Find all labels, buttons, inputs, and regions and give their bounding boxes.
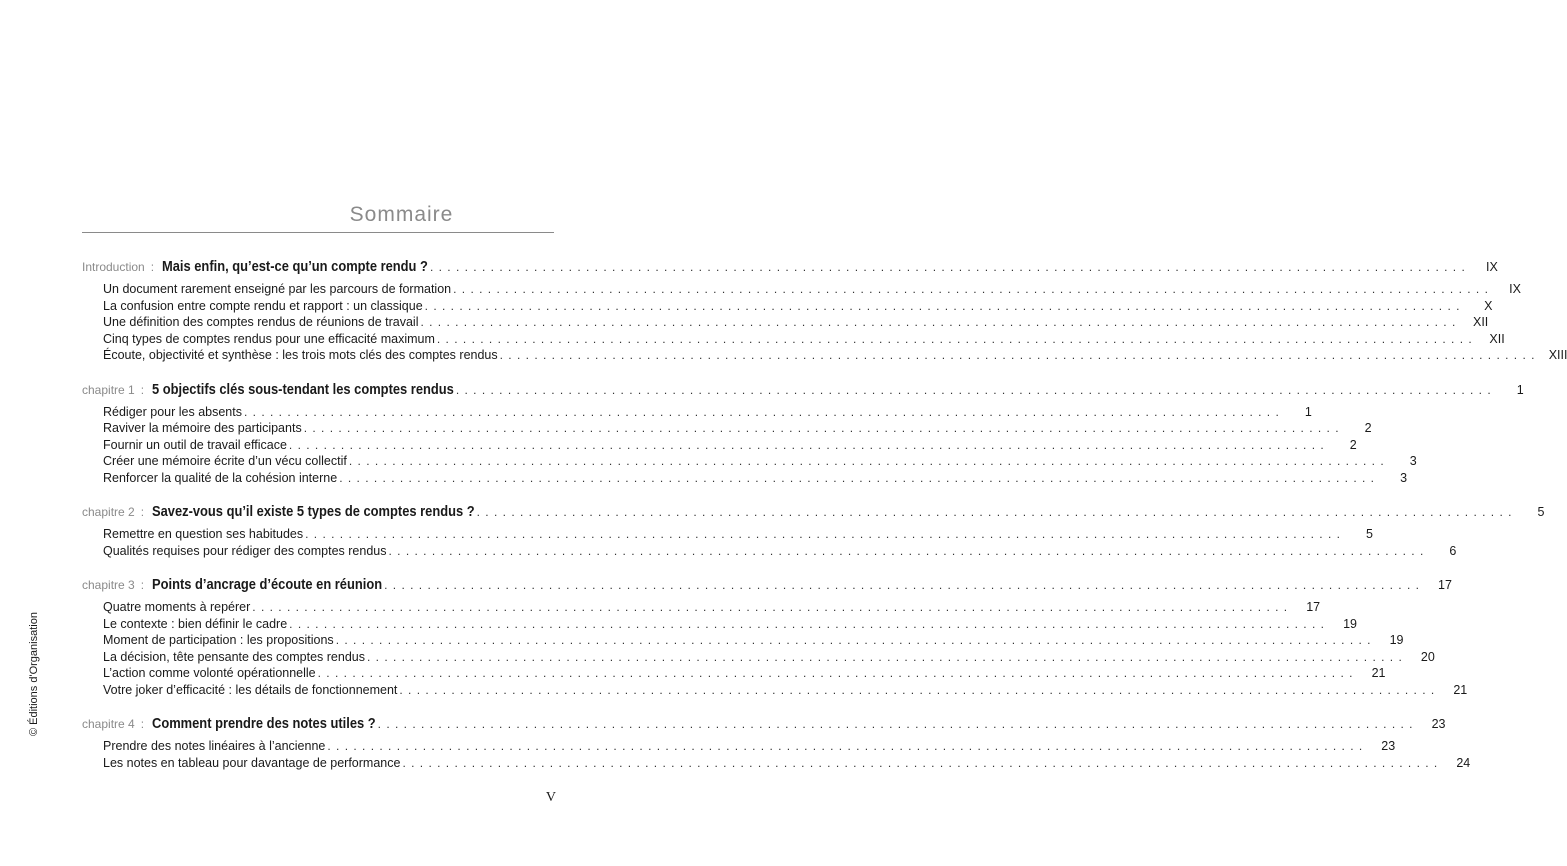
entry-title: Une définition des comptes rendus de réunions de travail: [103, 315, 419, 329]
entry-title: La décision, tête pensante des comptes rendus: [103, 649, 365, 664]
entry-page-number: XII: [1473, 315, 1489, 329]
chapter-page-number: 5: [1537, 505, 1545, 519]
dot-leader: . . . . . . . . . . . . . . . . . . . . . . . . . . . . . . . . . . . . . . . . . . . . . . . . . . . . . . . . . . . . . . . . . . . . . . . . . . . . . . . . . . . . . . . . . . . . . . . . . . . . . . . . . . . . . . . . . . . . . . . .: [339, 470, 1376, 485]
toc-entry[interactable]: [82, 420, 1372, 437]
toc-entry[interactable]: [82, 632, 1404, 649]
chapter-separator: :: [150, 260, 155, 274]
entry-page-number: XII: [1489, 331, 1505, 346]
entry-title: Le contexte : bien définir le cadre: [103, 616, 288, 631]
entry-page-number: 23: [1381, 739, 1396, 753]
page-folio: V: [545, 790, 556, 805]
dot-leader: . . . . . . . . . . . . . . . . . . . . . . . . . . . . . . . . . . . . . . . . . . . . . . . . . . . . . . . . . . . . . . . . . . . . . . . . . . . . . . . . . . . . . . . . . . . . . . . . . . . . . . . . . . . . . . . . . . . . . . . .: [335, 633, 1372, 647]
entry-page-number: 2: [1349, 437, 1357, 452]
toc-entry[interactable]: [82, 616, 1357, 633]
entry-page-number: 2: [1364, 421, 1372, 435]
dot-leader: . . . . . . . . . . . . . . . . . . . . . . . . . . . . . . . . . . . . . . . . . . . . . . . . . . . . . . . . . . . . . . . . . . . . . . . . . . . . . . . . . . . . . . . . . . . . . . . . . . . . . . . . . . . . . . . . . . . . . . . .: [388, 543, 1425, 558]
chapter-heading[interactable]: [82, 498, 1545, 526]
toc-entry[interactable]: [82, 599, 1321, 616]
dot-leader: . . . . . . . . . . . . . . . . . . . . . . . . . . . . . . . . . . . . . . . . . . . . . . . . . . . . . . . . . . . . . . . . . . . . . . . . . . . . . . . . . . . . . . . . . . . . . . . . . . . . . . . . . . . . . . . . . . . . . . . .: [424, 298, 1461, 313]
toc-chapter: [82, 253, 1567, 364]
toc-chapter: [82, 710, 1471, 771]
chapter-page-number: 17: [1438, 578, 1452, 592]
dot-leader: . . . . . . . . . . . . . . . . . . . . . . . . . . . . . . . . . . . . . . . . . . . . . . . . . . . . . . . . . . . . . . . . . . . . . . . . . . . . . . . . . . . . . . . . . . . . . . . . . . . . . . . . . . . . . . . . . . . . . . . .: [436, 331, 1473, 346]
toc-entry[interactable]: [82, 437, 1357, 454]
chapter-separator: :: [140, 382, 145, 397]
entry-title: Rédiger pour les absents: [103, 404, 242, 419]
dot-leader: . . . . . . . . . . . . . . . . . . . . . . . . . . . . . . . . . . . . . . . . . . . . . . . . . . . . . . . . . . . . . . . . . . . . . . . . . . . . . . . . . . . . . . . . . . . . . . . . . . . . . . . . . . . . . . . . . . . . . . . .: [305, 527, 1341, 541]
chapter-page-number: 23: [1431, 717, 1446, 731]
entry-page-number: 3: [1400, 470, 1408, 485]
chapter-heading[interactable]: [82, 376, 1524, 404]
chapter-page-number: 1: [1516, 382, 1524, 397]
entry-page-number: IX: [1509, 282, 1521, 296]
toc-entry[interactable]: [82, 682, 1468, 699]
title-divider: [82, 232, 554, 233]
toc-entry[interactable]: [82, 347, 1567, 364]
entry-title: Créer une mémoire écrite d’un vécu collectif: [103, 454, 347, 468]
entry-title: Fournir un outil de travail efficace: [103, 437, 287, 452]
dot-leader: . . . . . . . . . . . . . . . . . . . . . . . . . . . . . . . . . . . . . . . . . . . . . . . . . . . . . . . . . . . . . . . . . . . . . . . . . . . . . . . . . . . . . . . . . . . . . . . . . . . . . . . . . . . . . . . . . . . . . . . .: [399, 682, 1436, 697]
toc-entry[interactable]: [82, 526, 1373, 543]
page-title: Sommaire: [349, 203, 454, 226]
dot-leader: . . . . . . . . . . . . . . . . . . . . . . . . . . . . . . . . . . . . . . . . . . . . . . . . . . . . . . . . . . . . . . . . . . . . . . . . . . . . . . . . . . . . . . . . . . . . . . . . . . . . . . . . . . . . . . . . . . . . . . . .: [377, 717, 1414, 731]
dot-leader: . . . . . . . . . . . . . . . . . . . . . . . . . . . . . . . . . . . . . . . . . . . . . . . . . . . . . . . . . . . . . . . . . . . . . . . . . . . . . . . . . . . . . . . . . . . . . . . . . . . . . . . . . . . . . . . . . . . . . . . .: [317, 666, 1354, 680]
entry-page-number: 24: [1456, 755, 1471, 770]
toc-entry[interactable]: [82, 314, 1489, 331]
toc-entry[interactable]: [82, 649, 1435, 666]
entry-page-number: 20: [1420, 649, 1435, 664]
entry-title: Remettre en question ses habitudes: [103, 527, 304, 541]
dot-leader: . . . . . . . . . . . . . . . . . . . . . . . . . . . . . . . . . . . . . . . . . . . . . . . . . . . . . . . . . . . . . . . . . . . . . . . . . . . . . . . . . . . . . . . . . . . . . . . . . . . . . . . . . . . . . . . . . . . . . . . .: [455, 382, 1492, 397]
chapter-title: 5 objectifs clés sous-tendant les comptes rendus: [152, 380, 454, 398]
toc-entry[interactable]: [82, 404, 1312, 421]
entry-page-number: 21: [1453, 682, 1468, 697]
entry-page-number: 1: [1304, 404, 1312, 419]
chapter-title: Savez-vous qu’il existe 5 types de comptes rendus ?: [152, 503, 475, 520]
copyright-credit: © Éditions d'Organisation: [28, 612, 40, 736]
dot-leader: . . . . . . . . . . . . . . . . . . . . . . . . . . . . . . . . . . . . . . . . . . . . . . . . . . . . . . . . . . . . . . . . . . . . . . . . . . . . . . . . . . . . . . . . . . . . . . . . . . . . . . . . . . . . . . . . . . . . . . . .: [420, 315, 1457, 329]
dot-leader: . . . . . . . . . . . . . . . . . . . . . . . . . . . . . . . . . . . . . . . . . . . . . . . . . . . . . . . . . . . . . . . . . . . . . . . . . . . . . . . . . . . . . . . . . . . . . . . . . . . . . . . . . . . . . . . . . . . . . . . .: [252, 600, 1289, 614]
toc-chapter: [82, 498, 1545, 559]
entry-title: Votre joker d’efficacité : les détails de fonctionnement: [103, 682, 398, 697]
dot-leader: . . . . . . . . . . . . . . . . . . . . . . . . . . . . . . . . . . . . . . . . . . . . . . . . . . . . . . . . . . . . . . . . . . . . . . . . . . . . . . . . . . . . . . . . . . . . . . . . . . . . . . . . . . . . . . . . . . . . . . . .: [429, 260, 1466, 274]
dot-leader: . . . . . . . . . . . . . . . . . . . . . . . . . . . . . . . . . . . . . . . . . . . . . . . . . . . . . . . . . . . . . . . . . . . . . . . . . . . . . . . . . . . . . . . . . . . . . . . . . . . . . . . . . . . . . . . . . . . . . . . .: [327, 739, 1364, 753]
entry-page-number: 19: [1343, 616, 1357, 631]
chapter-label: chapitre 1: [82, 382, 135, 397]
dot-leader: . . . . . . . . . . . . . . . . . . . . . . . . . . . . . . . . . . . . . . . . . . . . . . . . . . . . . . . . . . . . . . . . . . . . . . . . . . . . . . . . . . . . . . . . . . . . . . . . . . . . . . . . . . . . . . . . . . . . . . . .: [348, 454, 1385, 468]
entry-title: Prendre des notes linéaires à l’ancienne: [103, 739, 326, 753]
chapter-heading[interactable]: [82, 710, 1446, 738]
entry-title: Raviver la mémoire des participants: [103, 421, 302, 435]
entry-title: Qualités requises pour rédiger des comptes rendus: [103, 543, 387, 558]
entry-title: Les notes en tableau pour davantage de performance: [103, 755, 401, 770]
dot-leader: . . . . . . . . . . . . . . . . . . . . . . . . . . . . . . . . . . . . . . . . . . . . . . . . . . . . . . . . . . . . . . . . . . . . . . . . . . . . . . . . . . . . . . . . . . . . . . . . . . . . . . . . . . . . . . . . . . . . . . . .: [288, 437, 1325, 452]
toc-entry[interactable]: [82, 738, 1396, 755]
dot-leader: . . . . . . . . . . . . . . . . . . . . . . . . . . . . . . . . . . . . . . . . . . . . . . . . . . . . . . . . . . . . . . . . . . . . . . . . . . . . . . . . . . . . . . . . . . . . . . . . . . . . . . . . . . . . . . . . . . . . . . . .: [453, 282, 1489, 296]
entry-title: Quatre moments à repérer: [103, 600, 251, 614]
entry-title: La confusion entre compte rendu et rapport : un classique: [103, 298, 423, 313]
chapter-page-number: IX: [1485, 260, 1498, 274]
entry-title: Moment de participation : les propositions: [103, 633, 334, 647]
toc-entry[interactable]: [82, 331, 1505, 348]
dot-leader: . . . . . . . . . . . . . . . . . . . . . . . . . . . . . . . . . . . . . . . . . . . . . . . . . . . . . . . . . . . . . . . . . . . . . . . . . . . . . . . . . . . . . . . . . . . . . . . . . . . . . . . . . . . . . . . . . . . . . . . .: [499, 348, 1536, 362]
chapter-label: Introduction: [82, 260, 145, 274]
entry-title: Un document rarement enseigné par les parcours de formation: [103, 282, 452, 296]
toc-chapter: [82, 376, 1524, 487]
entry-title: Renforcer la qualité de la cohésion interne: [103, 470, 338, 485]
entry-page-number: 21: [1371, 666, 1386, 680]
entry-title: L’action comme volonté opérationnelle: [103, 666, 316, 680]
dot-leader: . . . . . . . . . . . . . . . . . . . . . . . . . . . . . . . . . . . . . . . . . . . . . . . . . . . . . . . . . . . . . . . . . . . . . . . . . . . . . . . . . . . . . . . . . . . . . . . . . . . . . . . . . . . . . . . . . . . . . . . .: [243, 404, 1280, 419]
chapter-label: chapitre 4: [82, 717, 135, 731]
toc-chapter: [82, 571, 1468, 698]
entry-page-number: 17: [1306, 600, 1321, 614]
entry-title: Cinq types de comptes rendus pour une efficacité maximum: [103, 331, 435, 346]
entry-page-number: XIII: [1548, 348, 1567, 362]
toc-entry[interactable]: [82, 281, 1521, 298]
dot-leader: . . . . . . . . . . . . . . . . . . . . . . . . . . . . . . . . . . . . . . . . . . . . . . . . . . . . . . . . . . . . . . . . . . . . . . . . . . . . . . . . . . . . . . . . . . . . . . . . . . . . . . . . . . . . . . . . . . . . . . . .: [476, 505, 1513, 519]
chapter-heading[interactable]: [82, 253, 1498, 281]
entry-page-number: 6: [1449, 543, 1457, 558]
table-of-contents: [82, 253, 1567, 783]
dot-leader: . . . . . . . . . . . . . . . . . . . . . . . . . . . . . . . . . . . . . . . . . . . . . . . . . . . . . . . . . . . . . . . . . . . . . . . . . . . . . . . . . . . . . . . . . . . . . . . . . . . . . . . . . . . . . . . . . . . . . . . .: [366, 649, 1403, 664]
chapter-label: chapitre 3: [82, 578, 135, 592]
chapter-separator: :: [140, 717, 145, 731]
chapter-separator: :: [140, 505, 145, 519]
toc-entry[interactable]: [82, 665, 1386, 682]
entry-page-number: X: [1484, 298, 1493, 313]
chapter-title: Points d’ancrage d’écoute en réunion: [152, 576, 383, 593]
entry-page-number: 19: [1389, 633, 1404, 647]
dot-leader: . . . . . . . . . . . . . . . . . . . . . . . . . . . . . . . . . . . . . . . . . . . . . . . . . . . . . . . . . . . . . . . . . . . . . . . . . . . . . . . . . . . . . . . . . . . . . . . . . . . . . . . . . . . . . . . . . . . . . . . .: [402, 755, 1439, 770]
chapter-label: chapitre 2: [82, 505, 135, 519]
toc-entry[interactable]: [82, 298, 1493, 315]
dot-leader: . . . . . . . . . . . . . . . . . . . . . . . . . . . . . . . . . . . . . . . . . . . . . . . . . . . . . . . . . . . . . . . . . . . . . . . . . . . . . . . . . . . . . . . . . . . . . . . . . . . . . . . . . . . . . . . . . . . . . . . .: [384, 578, 1420, 592]
toc-entry[interactable]: [82, 453, 1417, 470]
chapter-title: Comment prendre des notes utiles ?: [152, 715, 376, 732]
chapter-separator: :: [140, 578, 145, 592]
dot-leader: . . . . . . . . . . . . . . . . . . . . . . . . . . . . . . . . . . . . . . . . . . . . . . . . . . . . . . . . . . . . . . . . . . . . . . . . . . . . . . . . . . . . . . . . . . . . . . . . . . . . . . . . . . . . . . . . . . . . . . . .: [289, 616, 1325, 631]
entry-page-number: 3: [1409, 454, 1417, 468]
entry-title: Écoute, objectivité et synthèse : les trois mots clés des comptes rendus: [103, 348, 498, 362]
toc-entry[interactable]: [82, 470, 1408, 487]
entry-page-number: 5: [1366, 527, 1373, 541]
toc-entry[interactable]: [82, 755, 1471, 772]
chapter-title: Mais enfin, qu’est-ce qu’un compte rendu ?: [162, 258, 428, 275]
toc-entry[interactable]: [82, 543, 1457, 560]
chapter-heading[interactable]: [82, 571, 1452, 599]
dot-leader: . . . . . . . . . . . . . . . . . . . . . . . . . . . . . . . . . . . . . . . . . . . . . . . . . . . . . . . . . . . . . . . . . . . . . . . . . . . . . . . . . . . . . . . . . . . . . . . . . . . . . . . . . . . . . . . . . . . . . . . .: [303, 421, 1340, 435]
